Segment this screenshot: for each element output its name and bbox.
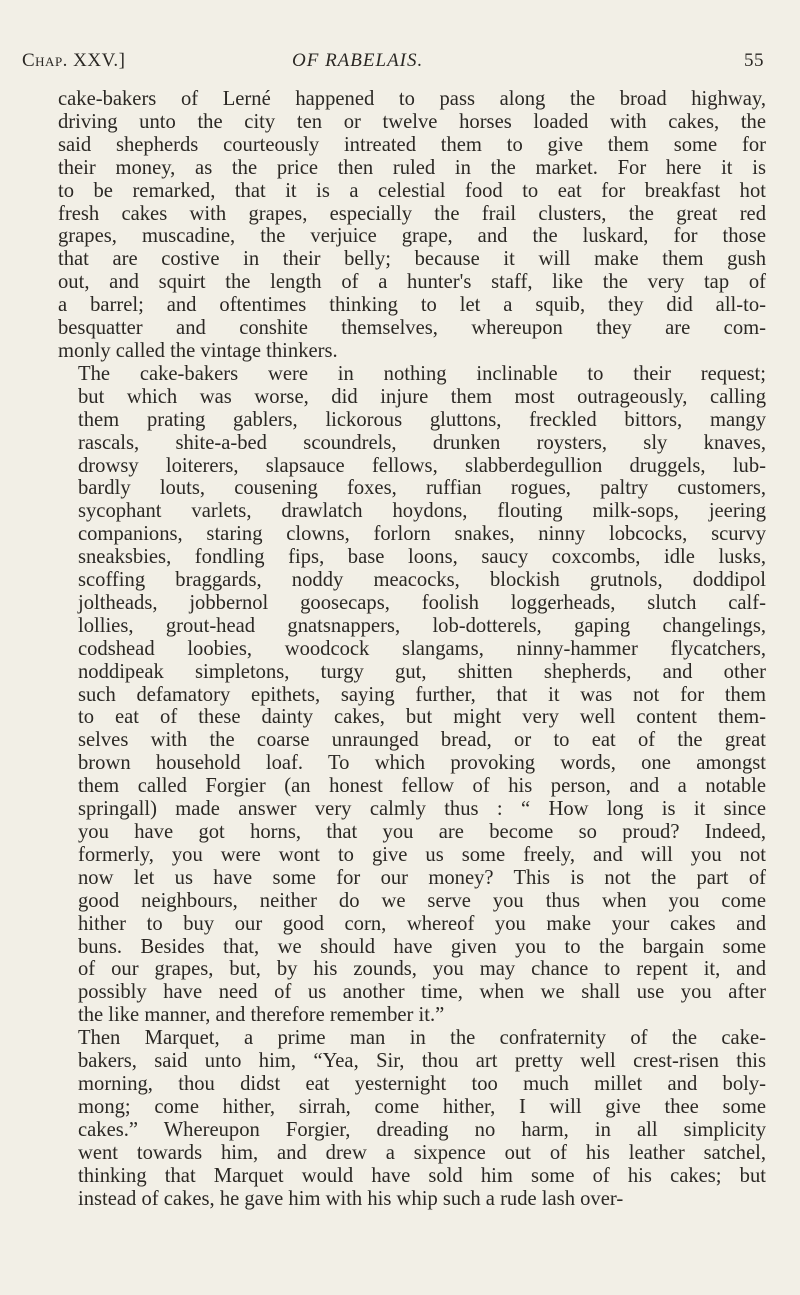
text-line: sycophant varlets, drawlatch hoydons, flouting milk-sops, jeering — [78, 500, 766, 523]
text-line: bakers, said unto him, “Yea, Sir, thou art pretty well crest-risen this — [78, 1050, 766, 1073]
running-title: OF RABELAIS. — [292, 50, 424, 71]
text-line: now let us have some for our money? This is not the part of — [78, 866, 766, 889]
text-line: out, and squirt the length of a hunter's staff, like the very tap of — [58, 271, 766, 294]
text-line: such defamatory epithets, saying further, that it was not for them — [78, 683, 766, 706]
text-line: selves with the coarse unraunged bread, or to eat of the great — [78, 729, 766, 752]
text-line: possibly have need of us another time, when we shall use you after — [78, 981, 766, 1004]
text-line: monly called the vintage thinkers. — [58, 339, 338, 362]
text-line: their money, as the price then ruled in the market. For here it is — [58, 156, 766, 179]
text-line: fresh cakes with grapes, especially the frail clusters, the great red — [58, 202, 766, 225]
text-line: said shepherds courteously intreated them to give them some for — [58, 133, 766, 156]
text-line: drowsy loiterers, slapsauce fellows, slabberdegullion druggels, lub- — [78, 454, 766, 477]
text-line: buns. Besides that, we should have given you to the bargain some — [78, 935, 766, 958]
text-line: a barrel; and oftentimes thinking to let a squib, they did all-to- — [58, 294, 766, 317]
text-line: besquatter and conshite themselves, whereupon they are com- — [58, 317, 766, 340]
text-line: went towards him, and drew a sixpence out of his leather satchel, — [78, 1141, 766, 1164]
text-line: grapes, muscadine, the verjuice grape, and the luskard, for those — [58, 225, 766, 248]
text-line: hither to buy our good corn, whereof you make your cakes and — [78, 912, 766, 935]
text-line: to be remarked, that it is a celestial food to eat for breakfast hot — [58, 179, 766, 202]
text-line: the like manner, and therefore remember it.” — [78, 1004, 445, 1027]
text-line: driving unto the city ten or twelve horses loaded with cakes, the — [58, 110, 766, 133]
text-line: brown household loaf. To which provoking words, one amongst — [78, 752, 766, 775]
text-line: noddipeak simpletons, turgy gut, shitten shepherds, and other — [78, 660, 766, 683]
text-line: cakes.” Whereupon Forgier, dreading no harm, in all simplicity — [78, 1118, 766, 1141]
text-line: formerly, you were wont to give us some freely, and will you not — [78, 843, 766, 866]
text-line: The cake-bakers were in nothing inclinable to their request; — [78, 362, 766, 385]
paragraph — [58, 363, 766, 1027]
text-line: thinking that Marquet would have sold him some of his cakes; but — [78, 1164, 766, 1187]
text-line: joltheads, jobbernol goosecaps, foolish loggerheads, slutch calf- — [78, 591, 766, 614]
text-line: but which was worse, did injure them most outrageously, calling — [78, 385, 766, 408]
text-line: good neighbours, neither do we serve you thus when you come — [78, 889, 766, 912]
text-line: to eat of these dainty cakes, but might very well content them- — [78, 706, 766, 729]
text-line: Then Marquet, a prime man in the confraternity of the cake- — [78, 1027, 766, 1050]
text-line: cake-bakers of Lerné happened to pass along the broad highway, — [58, 88, 766, 110]
text-line: codshead loobies, woodcock slangams, ninny-hammer flycatchers, — [78, 637, 766, 660]
text-line: sneaksbies, fondling fips, base loons, saucy coxcombs, idle lusks, — [78, 546, 766, 569]
page-number: 55 — [744, 50, 764, 71]
text-line: rascals, shite-a-bed scoundrels, drunken roysters, sly knaves, — [78, 431, 766, 454]
paragraph — [58, 1027, 766, 1210]
body-text — [58, 88, 766, 1210]
text-line: them prating gablers, lickorous gluttons, freckled bittors, mangy — [78, 408, 766, 431]
text-line: you have got horns, that you are become so proud? Indeed, — [78, 821, 766, 843]
text-line: springall) made answer very calmly thus : “ How long is it since — [78, 798, 766, 821]
text-line: bardly louts, cousening foxes, ruffian rogues, paltry customers, — [78, 477, 766, 500]
text-line: morning, thou didst eat yesternight too much millet and boly- — [78, 1072, 766, 1095]
text-line: companions, staring clowns, forlorn snakes, ninny lobcocks, scurvy — [78, 523, 766, 546]
text-line: lollies, grout-head gnatsnappers, lob-dotterels, gaping changelings, — [78, 614, 766, 637]
text-line: of our grapes, but, by his zounds, you may chance to repent it, and — [78, 958, 766, 981]
chapter-label: Chap. XXV.] — [22, 50, 126, 71]
paragraph — [58, 88, 766, 363]
text-line: scoffing braggards, noddy meacocks, blockish grutnols, doddipol — [78, 569, 766, 592]
text-line: instead of cakes, he gave him with his whip such a rude lash over- — [78, 1187, 624, 1210]
text-line: them called Forgier (an honest fellow of his person, and a notable — [78, 775, 766, 798]
running-head — [22, 50, 764, 78]
text-line: that are costive in their belly; because it will make them gush — [58, 248, 766, 271]
text-line: mong; come hither, sirrah, come hither, I will give thee some — [78, 1095, 766, 1118]
